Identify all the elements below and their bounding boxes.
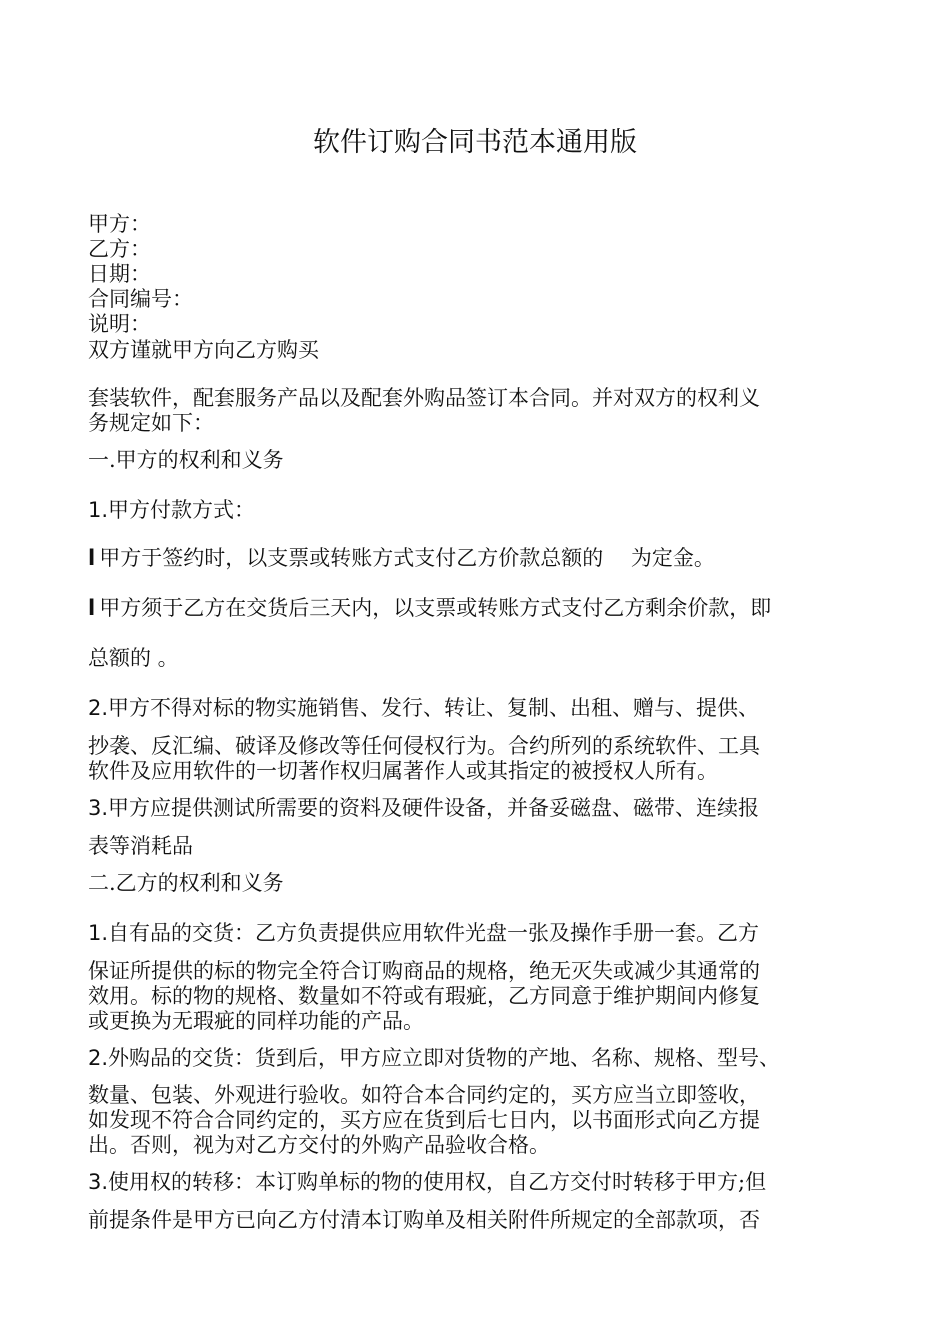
paragraph-line: 软件及应用软件的一切著作权归属著作人或其指定的被授权人所有。: [88, 759, 718, 783]
paragraph-line: 表等消耗品: [88, 834, 193, 858]
clause-b-2: [88, 1046, 780, 1070]
paragraph-line: 数量、包装、外观进行验收。如符合本合同约定的，买方应当立即签收，: [88, 1083, 760, 1107]
paragraph-line: 如发现不符合合同约定的，买方应在货到后七日内，以书面形式向乙方提: [88, 1108, 760, 1132]
document-title: 软件订购合同书范本通用版: [313, 127, 637, 158]
clause-a-2: [88, 696, 759, 720]
paragraph-line: 总额的 。: [88, 646, 179, 670]
paragraph-line: 出。否则，视为对乙方交付的外购产品验收合格。: [88, 1133, 550, 1157]
clause-text: 外购品的交货：货到后，甲方应立即对货物的产地、名称、规格、型号、: [108, 1046, 781, 1070]
paragraph-line: 套装软件，配套服务产品以及配套外购品签订本合同。并对双方的权利义: [88, 386, 760, 410]
clause-b-1: [88, 921, 759, 945]
bullet-item-1: [88, 546, 715, 570]
clause-text: 自有品的交货：乙方负责提供应用软件光盘一张及操作手册一套。乙方: [108, 921, 760, 945]
clause-a-1: [88, 498, 255, 522]
clause-a-3: [88, 796, 759, 820]
field-date: 日期：: [88, 262, 151, 286]
paragraph-line: 前提条件是甲方已向乙方付清本订购单及相关附件所规定的全部款项，否: [88, 1208, 760, 1232]
intro-line: 双方谨就甲方向乙方购买: [88, 338, 319, 362]
clause-number: 2.: [88, 696, 109, 720]
section-heading-party-a: 一.甲方的权利和义务: [88, 448, 284, 472]
bullet-item-2: [88, 596, 771, 620]
section-heading-party-b: 二.乙方的权利和义务: [88, 871, 284, 895]
clause-number: 2.: [88, 1046, 109, 1070]
paragraph-line: 保证所提供的标的物完全符合订购商品的规格，绝无灭失或减少其通常的: [88, 959, 760, 983]
clause-number: 3.: [88, 796, 109, 820]
clause-text: 甲方付款方式：: [108, 498, 256, 522]
clause-b-3: [88, 1170, 766, 1194]
clause-text: 甲方应提供测试所需要的资料及硬件设备，并备妥磁盘、磁带、连续报: [108, 796, 760, 820]
field-note: 说明：: [88, 312, 151, 336]
paragraph-line: 效用。标的物的规格、数量如不符或有瑕疵，乙方同意于维护期间内修复: [88, 984, 760, 1008]
clause-number: 3.: [88, 1170, 109, 1194]
field-contract-number: 合同编号：: [88, 287, 193, 311]
field-party-a: 甲方：: [88, 212, 151, 236]
paragraph-line: 抄袭、反汇编、破译及修改等任何侵权行为。合约所列的系统软件、工具: [88, 734, 760, 758]
bullet-icon: l: [88, 546, 96, 570]
clause-number: 1.: [88, 498, 109, 522]
bullet-icon: l: [88, 596, 96, 620]
field-party-b: 乙方：: [88, 237, 151, 261]
bullet-text: 甲方须于乙方在交货后三天内，以支票或转账方式支付乙方剩余价款，即: [99, 596, 772, 620]
bullet-text: 甲方于签约时，以支票或转账方式支付乙方价款总额的 为定金。: [99, 546, 715, 570]
clause-text: 甲方不得对标的物实施销售、发行、转让、复制、出租、赠与、提供、: [108, 696, 760, 720]
clause-text: 使用权的转移：本订购单标的物的使用权，自乙方交付时转移于甲方;但: [108, 1170, 767, 1194]
clause-number: 1.: [88, 921, 109, 945]
paragraph-line: 或更换为无瑕疵的同样功能的产品。: [88, 1009, 424, 1033]
paragraph-line: 务规定如下：: [88, 411, 214, 435]
